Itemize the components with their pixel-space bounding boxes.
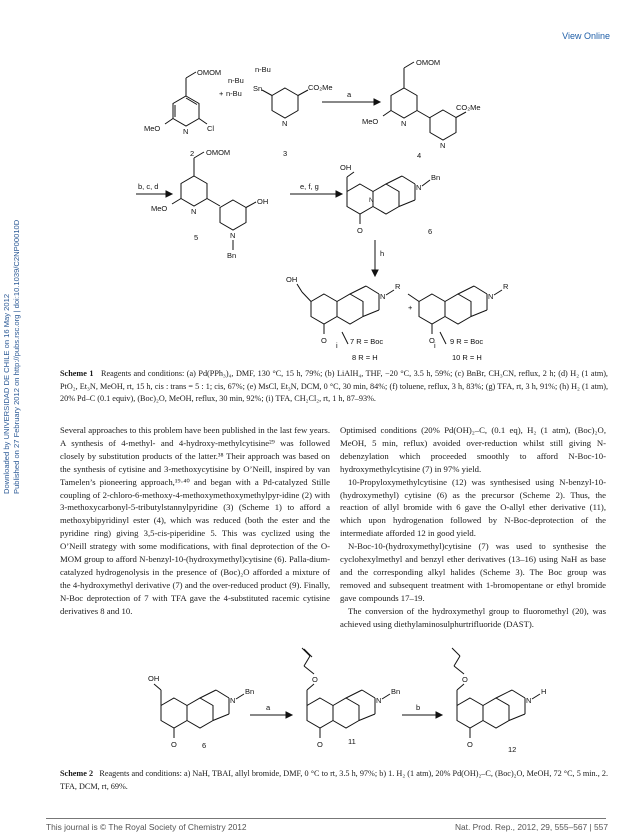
n-label: N [376,696,382,705]
compound-9-label: 9 R = Boc [450,337,484,346]
omom-label: OMOM [197,68,222,77]
compound-2-number: 2 [190,149,195,158]
compound-3-number: 3 [283,149,288,158]
oh-label: OH [148,674,160,683]
compound-9-10 [408,282,509,362]
r-label: R [503,282,509,291]
plus-sign: + [408,303,413,312]
step-i-label: i [434,341,436,350]
compound-6 [340,163,440,236]
o-label: O [357,226,363,235]
caption-title: Scheme 2 [60,769,94,778]
o-label: O [321,336,327,345]
published-line: Published on 27 February 2012 on http://pubs.rsc.org | doi:10.1039/C2NP00010D [12,219,21,494]
co2me-label: CO₂Me [456,103,481,112]
compound-12 [452,648,546,754]
co2me-label: CO₂Me [308,83,333,92]
step-b-label: b [416,703,421,712]
compound-4 [362,58,481,160]
footer-copyright: This journal is © The Royal Society of Chemistry 2012 [46,822,247,832]
compound-6-number: 6 [428,227,433,236]
oh-label: OH [340,163,352,172]
compound-10-label: 10 R = H [452,353,482,362]
caption-title: Scheme 1 [60,369,94,378]
compound-2 [144,68,221,158]
compound-8-label: 8 R = H [352,353,378,362]
step-a-label: a [347,90,352,99]
nbu-label-bottom: n-Bu [226,89,242,98]
meo-label: MeO [144,124,161,133]
compound-5-number: 5 [194,233,199,242]
right-column [340,424,606,631]
o-label: O [467,740,473,749]
omom-label: OMOM [416,58,441,67]
footer-citation: Nat. Prod. Rep., 2012, 29, 555–567 | 557 [454,822,608,832]
paragraph: 10-Propyloxymethylcytisine (12) was synthesised using N-benzyl-10-(hydroxymethyl) cytisine (6) as the precursor (Scheme 2). Thus, the reaction of allyl bromide with 6 gave the O-allyl ether derivative (11), which upon hydrogenation followed by N-Boc-deprotection of the intermediate afforded 12 in good yield. [340,476,606,539]
compound-3 [219,65,333,158]
compound-12-number: 12 [508,745,517,754]
step-i-label: i [336,341,338,350]
o-label: O [462,675,468,684]
scheme-2-figure [140,640,580,758]
scheme-1-caption [60,368,608,406]
r-label: R [395,282,401,291]
n-label: N [401,119,407,128]
n-label: N [369,197,374,204]
meo-label: MeO [362,117,379,126]
bn-label: Bn [431,173,441,182]
download-sidebar [2,14,21,494]
compound-11 [302,648,400,749]
nbu-label-left: n-Bu [228,76,244,85]
cl-label: Cl [207,124,215,133]
compound-4-number: 4 [417,151,422,160]
compound-7-8 [286,275,401,362]
o-label: O [317,740,323,749]
paragraph: The conversion of the hydroxymethyl group to fluoromethyl (20), was achieved using diethylaminosulphurtrifluoride (DAST). [340,605,606,629]
compound-7-label: 7 R = Boc [350,337,384,346]
paragraph: Several approaches to this problem have been published in the last few years. A synthesis of 4-methyl- and 4-hydroxy-methylcytisine²⁹ was followed closely by substitution products of the latter.³⁸ Their approach was based on the synthesis of cytisine and 3-methoxycytisine by O’Neill, inspired by van Tamelen’s pioneering approach,¹⁹·⁴⁰ and began with a Pd-catalyzed Stille coupling of 2-chloro-6-methoxy-4-methoxymethoxymethylpyr-idine (2) with 3-methoxycarbonyl-5-tributylstannylpyridine (3) (Scheme 1) to afford a methoxybipyridinyl ester (4), which was reduced (both the ester and the pyridine ring) giving 3,5-cis-piperidine 5. This was cyclized using the O’Neill strategy with some modifications, with final deprotection of the O-MOM group to afford N-benzyl-10-(hydroxymethyl)cytisine (6). Palla-dium-catalyzed hydrogenolysis in the presence of (Boc)₂O afforded a mixture of the 4-hydroxymethyl derivative (7) and the over-reduced product (9). Finally, N-Boc deprotection of 7 with TFA gave the 4-substituted racemic cytisine derivatives 8 and 10. [60,425,330,616]
scheme-1-figure [110,44,620,366]
plus-sign: + [219,89,224,98]
compound-11-number: 11 [348,737,356,746]
step-bcd-label: b, c, d [138,182,159,191]
paragraph: N-Boc-10-(hydroxymethyl)cytisine (7) was used to synthesise the cyclohexylmethyl and benzyl ether derivatives (13–16) using NaH as base and the corresponding alkyl halides (Scheme 3). The Boc group was removed and subsequent treatment with 1-bromopentane or ethyl bromide gave compounds 17–19. [340,541,606,603]
compound-6-number: 6 [202,741,207,750]
oh-label: OH [286,275,298,284]
caption-text: Reagents and conditions: (a) Pd(PPh₃)₄, DMF, 130 °C, 15 h, 79%; (b) LiAlH₄, THF, −20 °C, 3.5 h, 59%; (c) BnBr, CH₃CN, reflux, 2 h; (d) H₂ (1 atm), PtO₂, Et₃N, MeOH, rt, 15 h, cis : trans = 5 : 1; cis, 67%; (e) MsCl, Et₃N, DCM, 0 °C, 30 min, 84%; (f) toluene, reflux, 3 h, 83%; (g) TFA, rt, 3 h, 91%; (h) H₂ (1 atm), 20% Pd–C (0.1 equiv), (Boc)₂O, MeOH, reflux, 30 min, 92%; (i) TFA, CH₂Cl₂, rt, 1 h, 87–93%. [60,369,608,404]
n-label: N [191,207,197,216]
footer-divider [46,818,606,819]
paragraph: Optimised conditions (20% Pd(OH)₂–C, (0.1 eq), H₂ (1 atm), (Boc)₂O, MeOH, 5 min, reflux) avoided over-reduction whilst still giving N-debenzylation which proceeded smoothly to afford N-Boc-10-hydroxymethylcytisine (7) in 97% yield. [340,425,606,474]
omom-label: OMOM [206,148,231,157]
downloaded-line: Downloaded by UNIVERSIDAD DE CHILE on 16 May 2012 [2,293,11,494]
left-column [60,424,330,618]
caption-text: Reagents and conditions: a) NaH, TBAI, allyl bromide, DMF, 0 °C to rt, 3.5 h, 97%; b) 1. H₂ (1 atm), 20% Pd(OH)₂–C, (Boc)₂O, MeOH, 72 °C, 5 min., 2. TFA, DCM, rt, 69%. [60,769,608,791]
o-label: O [312,675,318,684]
bn-label: Bn [227,251,237,260]
n-label: N [230,696,236,705]
o-label: O [429,336,435,345]
o-label: O [171,740,177,749]
view-online-link[interactable]: View Online [562,31,610,41]
nbu-label-top: n-Bu [255,65,271,74]
compound-6 [148,674,254,750]
compound-5 [151,148,268,260]
meo-label: MeO [151,204,168,213]
step-efg-label: e, f, g [300,182,319,191]
bn-label: Bn [391,687,401,696]
n-label: N [488,292,494,301]
step-a-label: a [266,703,271,712]
n-label: N [183,127,189,136]
n-label: N [526,696,532,705]
h-label: H [541,687,547,696]
n-label: N [416,183,422,192]
scheme-2-caption [60,768,608,793]
oh-label: OH [257,197,269,206]
bn-label: Bn [245,687,255,696]
sn-label: Sn [253,84,263,93]
n-label: N [440,141,446,150]
n-label: N [230,231,236,240]
n-label: N [380,292,386,301]
step-h-label: h [380,249,385,258]
n-label: N [282,119,288,128]
